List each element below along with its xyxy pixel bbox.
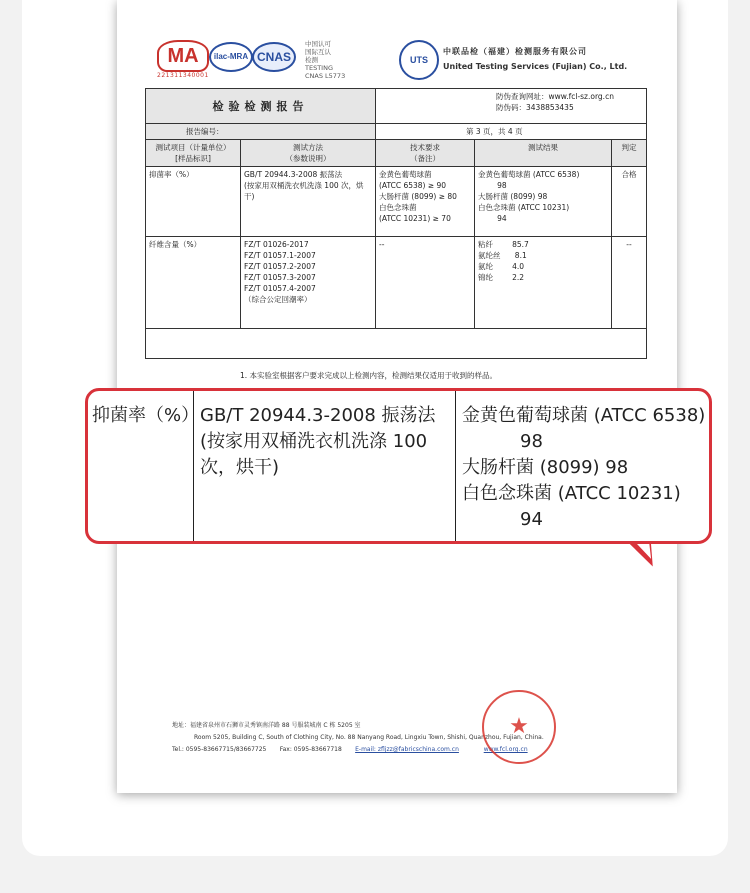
col-verdict: 判定 bbox=[612, 140, 647, 167]
footer-address bbox=[172, 720, 642, 756]
company-name-en: United Testing Services (Fujian) Co., Ltd. bbox=[443, 62, 628, 71]
title-row bbox=[146, 89, 647, 124]
address-cn: 地址：福建省泉州市石狮市灵秀镇南洋路 88 号服装城南 C 栋 5205 室 bbox=[172, 722, 361, 729]
zoom-method-line: GB/T 20944.3-2008 振荡法 bbox=[200, 405, 436, 426]
col-requirement: 技术要求 （备注） bbox=[376, 140, 475, 167]
row-item: 抑菌率（%） bbox=[146, 167, 241, 237]
row-method: FZ/T 01026-2017 FZ/T 01057.1-2007 FZ/T 01057.2-2007 FZ/T 01057.3-2007 FZ/T 01057.4-2007 （综合公定回潮率） bbox=[241, 237, 376, 329]
company-name-cn: 中联品检（福建）检测服务有限公司 bbox=[443, 47, 587, 56]
zoom-result-line: 金黄色葡萄球菌 (ATCC 6538) bbox=[462, 405, 706, 426]
email-link[interactable]: E-mail: zfljzz@fabricschina.com.cn bbox=[355, 746, 459, 753]
zoom-method bbox=[194, 391, 456, 541]
row-verdict: 合格 bbox=[612, 167, 647, 237]
verify-url: 防伪查询网址：www.fcl-sz.org.cn bbox=[496, 92, 614, 101]
address-en: Room 5205, Building C, South of Clothing City, No. 88 Nanyang Road, Lingxiu Town, Shishi, Quanzhou, Fujian, China. bbox=[194, 734, 544, 741]
website-link[interactable]: www.fcl.org.cn bbox=[483, 746, 528, 753]
zoom-callout bbox=[85, 388, 712, 544]
cnas-text: 中国认可 国际互认 检测 TESTING CNAS L5773 bbox=[305, 40, 346, 80]
cnas-logo: CNAS bbox=[252, 42, 296, 72]
row-item: 纤维含量（%） bbox=[146, 237, 241, 329]
table-header bbox=[146, 140, 647, 167]
certification-logos bbox=[157, 40, 357, 80]
empty-row bbox=[146, 329, 647, 359]
company-seal: ★ bbox=[482, 690, 556, 764]
page-info: 第 3 页，共 4 页 bbox=[376, 124, 647, 140]
content-card bbox=[22, 0, 728, 856]
col-method: 测试方法 （参数说明） bbox=[241, 140, 376, 167]
report-no-label: 报告编号： bbox=[146, 124, 376, 140]
zoom-result bbox=[456, 391, 712, 541]
table-row bbox=[146, 167, 647, 237]
verify-info bbox=[376, 89, 647, 124]
uts-logo: UTS bbox=[399, 40, 439, 80]
tel: Tel.: 0595-83667715/83667725 bbox=[172, 746, 267, 753]
row-method: GB/T 20944.3-2008 振荡法 (按家用双桶洗衣机洗涤 100 次，烘干) bbox=[241, 167, 376, 237]
ma-logo: MA bbox=[157, 40, 209, 72]
row-result: 金黄色葡萄球菌 (ATCC 6538) 98 大肠杆菌 (8099) 98 白色念珠菌 (ATCC 10231) 94 bbox=[475, 167, 612, 237]
table-row bbox=[146, 237, 647, 329]
report-table bbox=[145, 88, 647, 359]
row-verdict: -- bbox=[612, 237, 647, 329]
fax: Fax: 0595-83667718 bbox=[279, 746, 342, 753]
report-title: 检验检测报告 bbox=[146, 89, 376, 124]
report-note: 1. 本实验室根据客户要求完成以上检测内容，检测结果仅适用于收到的样品。 bbox=[240, 371, 498, 380]
zoom-result-line: 白色念珠菌 (ATCC 10231) bbox=[462, 483, 681, 504]
row-requirement: 金黄色葡萄球菌 (ATCC 6538) ≥ 90 大肠杆菌 (8099) ≥ 80 白色念珠菌 (ATCC 10231) ≥ 70 bbox=[376, 167, 475, 237]
zoom-item-label: 抑菌率（%） bbox=[92, 405, 200, 426]
zoom-method-line: (按家用双桶洗衣机洗涤 100 bbox=[200, 431, 428, 452]
ilac-logo: ilac-MRA bbox=[209, 42, 253, 72]
row-result: 粘纤 85.7 氨纶丝 8.1 氨纶 4.0 锦纶 2.2 bbox=[475, 237, 612, 329]
verify-code: 防伪码：3438853435 bbox=[496, 103, 574, 112]
report-no-row bbox=[146, 124, 647, 140]
company-header bbox=[399, 40, 659, 80]
col-item: 测试项目（计量单位） [样品标识] bbox=[146, 140, 241, 167]
zoom-method-line: 次，烘干) bbox=[200, 457, 280, 478]
zoom-result-line: 大肠杆菌 (8099) 98 bbox=[462, 457, 629, 478]
zoom-result-line: 94 bbox=[520, 509, 543, 530]
col-result: 测试结果 bbox=[475, 140, 612, 167]
zoom-result-line: 98 bbox=[520, 431, 543, 452]
row-requirement: -- bbox=[376, 237, 475, 329]
contact-line bbox=[172, 744, 642, 756]
ma-number: 221311340001 bbox=[157, 72, 209, 79]
zoom-item bbox=[88, 391, 200, 541]
